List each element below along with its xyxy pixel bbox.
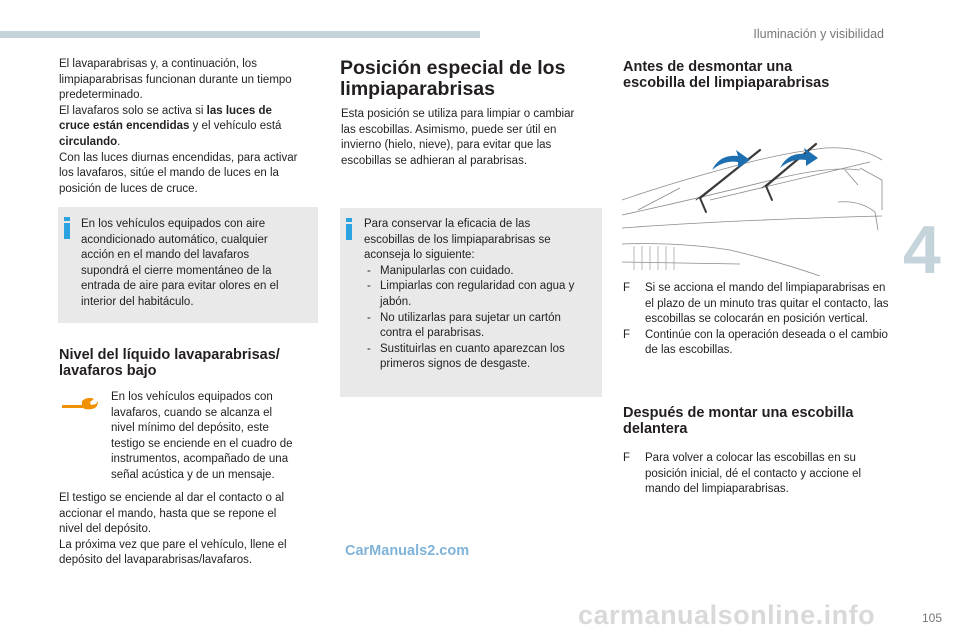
section-title: Iluminación y visibilidad — [753, 27, 884, 41]
list-item: F Continúe con la operación deseada o el cambio de las escobillas. — [623, 328, 888, 357]
note-line: acondicionado automático, cualquier — [81, 233, 268, 246]
intro-line: limpiaparabrisas funcionan durante un tiempo — [59, 73, 292, 86]
page-number: 105 — [921, 611, 942, 625]
special-position-text: Esta posición se utiliza para limpiar o cambiar las escobillas. Asimismo, puede ser útil en invierno (hielo, nieve), para evitar que las escobillas se adhieran al parabrisas. — [341, 108, 575, 167]
header-bar — [0, 31, 480, 38]
info-icon — [346, 218, 352, 240]
after-heading: Después de montar una escobilla delantera — [623, 405, 854, 437]
info-note-ac — [58, 207, 318, 323]
after-text: El testigo se enciende al dar el contacto o al accionar el mando, hasta que se repone el nivel del depósito. La próxima vez que pare el vehículo, llene el depósito del lavaparabrisas/lavafaros. — [59, 492, 287, 567]
intro-line: predeterminado. — [59, 89, 143, 102]
bullet-icon: F — [623, 452, 631, 464]
list-item: F Para volver a colocar las escobillas en su posición inicial, dé el contacto y accione el mando del limpiaparabrisas. — [623, 452, 862, 496]
list-item: F Si se acciona el mando del limpiaparabrisas en el plazo de un minuto tras quitar el contacto, las escobillas se colocarán en posición vertical. — [623, 282, 889, 326]
note-line: En los vehículos equipados con aire — [81, 218, 266, 230]
list-item: - Manipularlas con cuidado. — [364, 264, 596, 280]
special-position-heading: Posición especial de los limpiaparabrisas — [340, 57, 566, 100]
intro-line: circulando. — [59, 135, 121, 148]
bullet-icon: F — [623, 328, 631, 341]
intro-line: El lavafaros solo se activa si las luces de — [59, 104, 272, 117]
list-item: - Limpiarlas con regularidad con agua y jabón. — [364, 279, 596, 310]
level-heading: Nivel del líquido lavaparabrisas/ lavafaros bajo — [59, 347, 280, 379]
level-text: En los vehículos equipados con lavafaros, cuando se alcanza el nivel mínimo del depósito, este testigo se enciende en el cuadro de instrumentos, acompañado de una señal acústica y de un mensaje. — [111, 391, 293, 481]
note-line: interior del habitáculo. — [81, 295, 194, 308]
after-list — [623, 451, 885, 498]
note-line: supondrá el cierre momentáneo de la — [81, 264, 272, 277]
intro-line: posición de luces de cruce. — [59, 182, 198, 195]
wrench-icon — [60, 396, 100, 412]
care-list — [364, 264, 596, 373]
watermark-link[interactable]: CarManuals2.com — [345, 543, 470, 559]
chapter-number: 4 — [903, 212, 941, 288]
note-line: entrada de aire para evitar olores en el — [81, 280, 279, 293]
site-watermark: carmanualsonline.info — [578, 600, 876, 630]
intro-line: Con las luces diurnas encendidas, para activar — [59, 151, 298, 164]
column-1 — [59, 57, 319, 197]
intro-line: cruce están encendidas y el vehículo está — [59, 120, 282, 133]
before-heading: Antes de desmontar una escobilla del limpiaparabrisas — [623, 59, 830, 91]
info-icon — [64, 217, 70, 239]
wiper-illustration — [620, 140, 888, 276]
intro-line: El lavaparabrisas y, a continuación, los — [59, 58, 257, 70]
info-note-wipers: Para conservar la eficacia de las escobillas de los limpiaparabrisas se aconseja lo siguiente: - Manipularlas con cuidado. - Limpiarlas con regularidad con agua y jabón. - No utilizarlas para sujetar un cartón contra el parabrisas. - Sustituirlas en cuanto aparezcan los primeros signos de desgaste. — [340, 208, 602, 397]
before-list — [623, 281, 891, 359]
list-item: - Sustituirlas en cuanto aparezcan los primeros signos de desgaste. — [364, 342, 596, 373]
intro-line: los lavafaros, sitúe el mando de luces en la — [59, 167, 279, 180]
bullet-icon: F — [623, 282, 631, 294]
list-item: - No utilizarlas para sujetar un cartón contra el parabrisas. — [364, 311, 596, 342]
note-line: acción en el mando del lavafaros — [81, 249, 250, 262]
